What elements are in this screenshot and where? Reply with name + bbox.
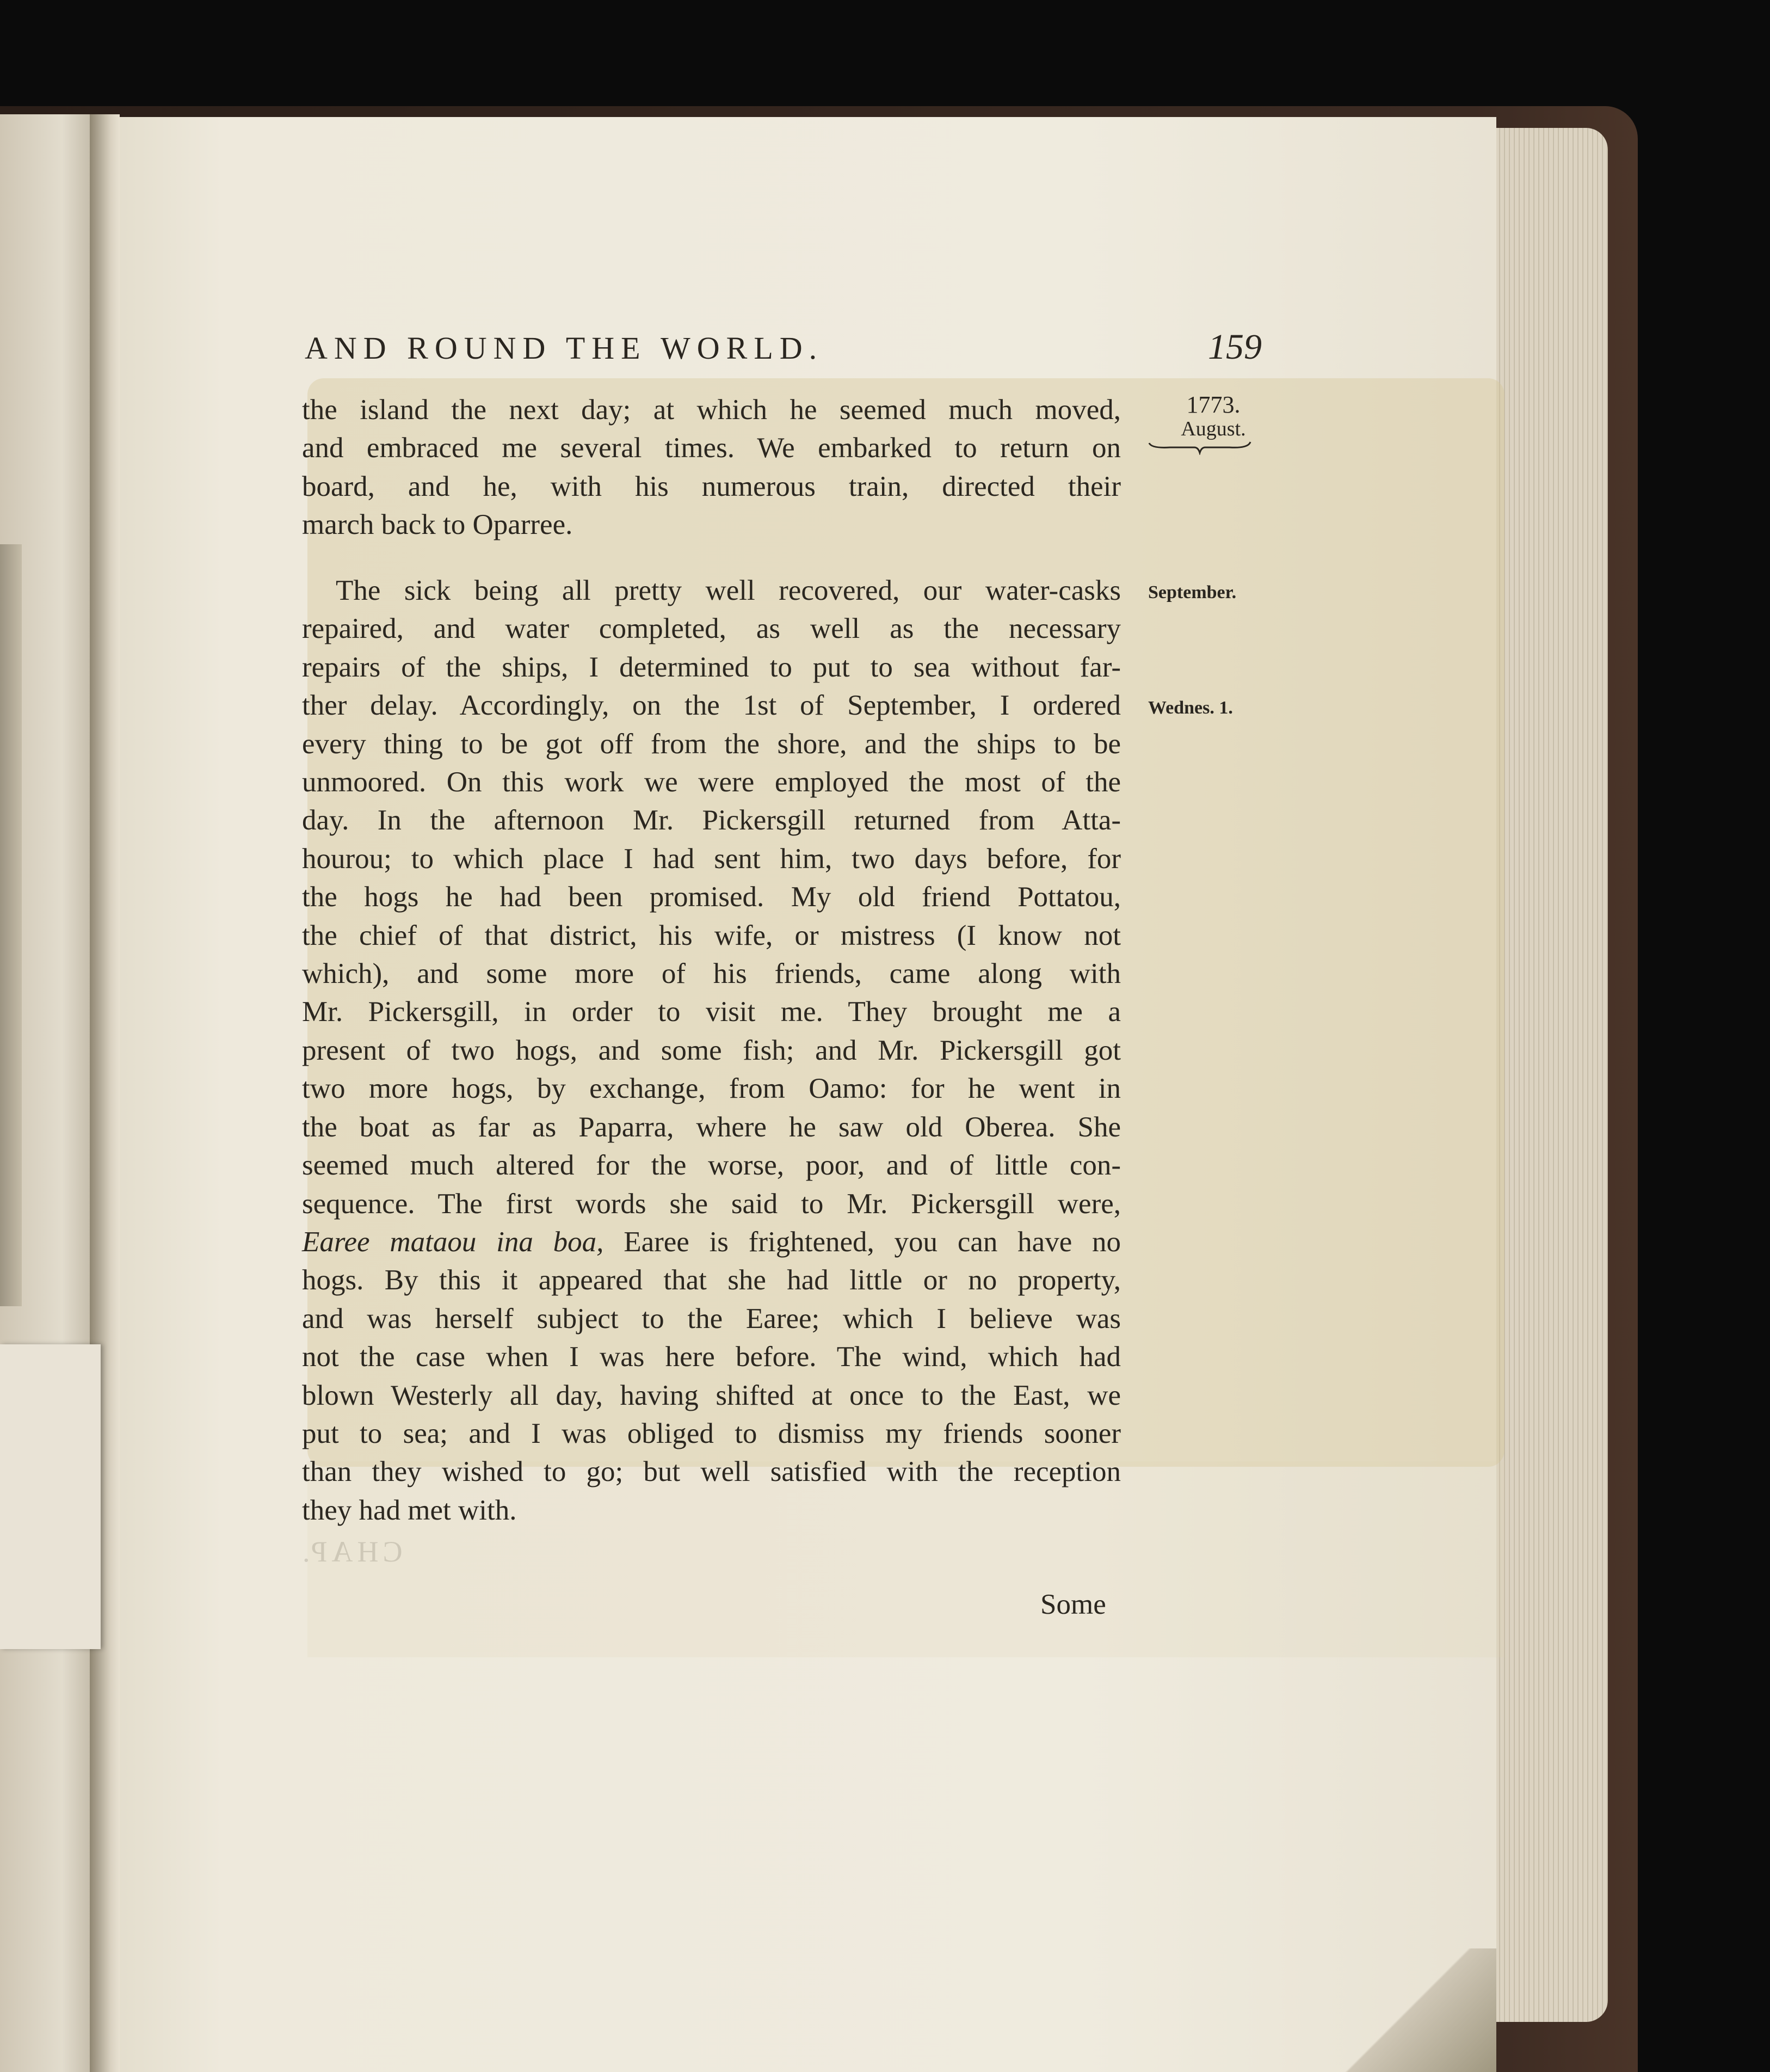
- text-line: present of two hogs, and some fish; and Mr. Pickersgill got: [302, 1034, 1121, 1066]
- page-number: 159: [1208, 327, 1262, 367]
- page-corner-curl: [1317, 1948, 1496, 2072]
- text-line: the island the next day; at which he seemed much moved,: [302, 394, 1121, 426]
- book-gutter: [90, 114, 120, 2072]
- text-line: put to sea; and I was obliged to dismiss my friends sooner: [302, 1417, 1121, 1449]
- text-line: and was herself subject to the Earee; which I believe was: [302, 1302, 1121, 1335]
- text-line: the chief of that district, his wife, or mistress (I know not: [302, 919, 1121, 951]
- text-line: every thing to be got off from the shore, and the ships to be: [302, 728, 1121, 760]
- italic-phrase: Earee mataou ina boa,: [302, 1226, 604, 1258]
- text-line: sequence. The first words she said to Mr. Pickersgill were,: [302, 1188, 1121, 1220]
- text-line: ther delay. Accordingly, on the 1st of September, I ordered: [302, 690, 1121, 722]
- text-line: hogs. By this it appeared that she had little or no property,: [302, 1264, 1121, 1296]
- text-line: board, and he, with his numerous train, directed their: [302, 470, 1121, 502]
- text-line: repaired, and water completed, as well as the necessary: [302, 613, 1121, 645]
- italic-line-rest: Earee is frightened, you can have no: [603, 1226, 1121, 1258]
- text-line: than they wished to go; but well satisfied with the reception: [302, 1456, 1121, 1488]
- text-line: march back to Oparree.: [302, 509, 573, 541]
- paragraph-1: [302, 391, 1121, 544]
- text-line: unmoored. On this work we were employed the most of the: [302, 766, 1121, 798]
- text-line: not the case when I was here before. The wind, which had: [302, 1341, 1121, 1373]
- margin-brace-icon: [1148, 439, 1251, 455]
- text-line: repairs of the ships, I determined to put to sea without far-: [302, 651, 1121, 683]
- text-line: and embraced me several times. We embarked to return on: [302, 432, 1121, 464]
- margin-month: August.: [1181, 417, 1246, 440]
- text-line: two more hogs, by exchange, from Oamo: for he went in: [302, 1073, 1121, 1105]
- catchword: Some: [1040, 1589, 1106, 1620]
- left-page-edge: [0, 544, 22, 1306]
- text-line: the hogs he had been promised. My old friend Pottatou,: [302, 881, 1121, 913]
- text-line: day. In the afternoon Mr. Pickersgill returned from Atta-: [302, 804, 1121, 837]
- page-edges: [1491, 128, 1608, 2022]
- paragraph-2: [302, 571, 1121, 1529]
- text-line-italic: [302, 1223, 1121, 1261]
- text-line: The sick being all pretty well recovered, our water-casks: [336, 575, 1121, 606]
- show-through-text: CHAP.: [298, 1535, 403, 1568]
- margin-year: 1773.: [1186, 391, 1241, 418]
- text-line: Mr. Pickersgill, in order to visit me. They brought me a: [302, 996, 1121, 1028]
- margin-note-september: September.: [1148, 582, 1237, 602]
- text-line: blown Westerly all day, having shifted at once to the East, we: [302, 1379, 1121, 1411]
- margin-note-wednesday: Wednes. 1.: [1148, 698, 1233, 718]
- text-line: the boat as far as Paparra, where he saw old Oberea. She: [302, 1111, 1121, 1143]
- text-line: hourou; to which place I had sent him, two days before, for: [302, 843, 1121, 875]
- running-title: AND ROUND THE WORLD.: [305, 330, 824, 366]
- text-line: which), and some more of his friends, came along with: [302, 958, 1121, 990]
- text-line: they had met with.: [302, 1494, 517, 1526]
- bookmark-slip: [0, 1344, 101, 1649]
- text-line: seemed much altered for the worse, poor, and of little con-: [302, 1149, 1121, 1182]
